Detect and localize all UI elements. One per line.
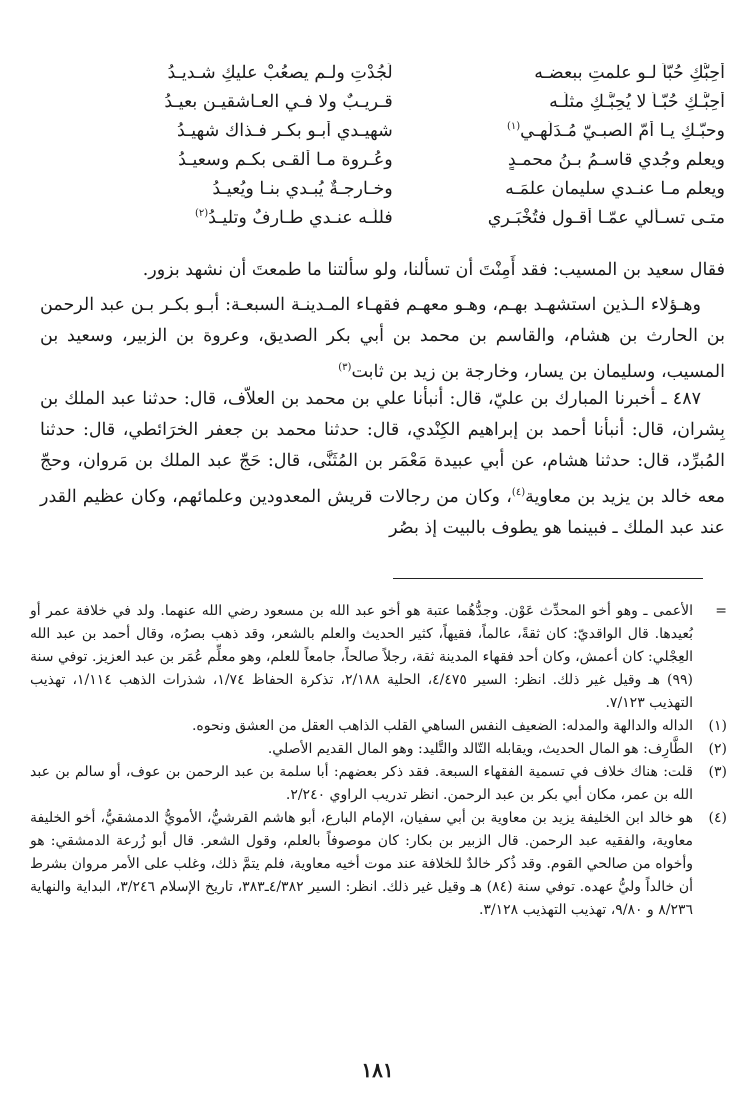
verse-text: وحبّـكِ يـا أمّ الصبـيّ مُـدَلِّهِـي <box>520 120 725 141</box>
footnote-ref[interactable]: (٤) <box>511 487 526 498</box>
footnote <box>30 761 727 807</box>
verse-text: فللّـه عنـدي طـارِفٌ وتليـدُ <box>208 207 393 228</box>
verse-second-hemistich <box>100 208 393 228</box>
verse-second-hemistich: لَجُدْتِ ولـم يصعُبْ عليكِ شـديـدُ <box>167 62 393 83</box>
footnote-ref[interactable]: (١) <box>506 120 521 132</box>
verse-first-hemistich <box>413 121 725 141</box>
footnote-number: (٣) <box>708 764 727 780</box>
footnote-number: (٢) <box>708 741 727 757</box>
footnote <box>30 600 727 715</box>
footnote-separator <box>393 578 703 579</box>
paragraph-saeed: فقال سعيد بن المسيب: فقد أَمِنْتَ أن تسألنا، ولو سألتنا ما طمعتَ أن نشهد بزور. <box>142 260 725 280</box>
verse <box>100 174 725 203</box>
verse-first-hemistich: أُحِبُّكِ حُبّاً لـو علمتِ ببعضـه <box>534 62 725 83</box>
verse <box>100 145 725 174</box>
footnote-number: = <box>715 603 727 619</box>
verse-first-hemistich: أحِبُّـكِ حُبّـاً لا يُحِبُّـكِ مثلَـه <box>549 91 725 112</box>
verse <box>100 58 725 87</box>
footnote-number: (٤) <box>708 810 727 826</box>
paragraph-seven-jurists <box>40 290 725 388</box>
verse <box>100 87 725 116</box>
footnote <box>30 738 727 761</box>
verse-second-hemistich: وخـارجـةٌ يُبـدي بنـا ويُعيـدُ <box>212 178 393 199</box>
verse-second-hemistich: شهيـدي أبـو بكـر فـذاك شهيـدُ <box>176 120 393 141</box>
footnote-text: الداله والدالهة والمدله: الضعيف النفس الساهي القلب الذاهب العقل من العشق ونحوه. <box>191 718 693 734</box>
footnote-number: (١) <box>708 718 727 734</box>
footnote-text: الأعمى ـ وهو أخو المحدِّث عَوْن. وجدُّهُما عتبة هو أخو عبد الله بن مسعود رضي الله عنهما. ولد في خلافة عمر أو بُعيدها. قال الواقديّ: كان ثقةً، عالماً، فقيهاً، كثير الحديث والعلم بالشعر، وقد ذهب بصرُه، وقال أحمد بن عبد الله العِجْلي: كان أعمش، وكان أحد فقهاء المدينة ثقة، رجلاً صالحاً، جامعاً للعلم، وهو معلِّم عُمَر بن عبد العزيز. توفي سنة (٩٩) هـ وقيل غير ذلك. انظر: السير ٤/٤٧٥، الحلية ٢/١٨٨، تذكرة الحفاظ ١/٧٤، شذرات الذهب ١/١١٤، تهذيب التهذيب ٧/١٢٣. <box>30 603 694 711</box>
footnote <box>30 807 727 922</box>
verse-first-hemistich: ويعلم وجُدي قاسـمُ بـنُ محمـدٍ <box>507 149 725 170</box>
poem <box>100 58 725 232</box>
page-number: ١٨١ <box>361 1058 394 1082</box>
footnotes <box>30 600 727 922</box>
footnote-ref[interactable]: (٢) <box>194 207 209 219</box>
verse-first-hemistich: ويعلم مـا عنـدي سليمان علمَـه <box>505 178 725 199</box>
verse <box>100 203 725 232</box>
footnote-text: هو خالد ابن الخليفة يزيد بن معاوية بن أبي سفيان، الإمام البارع، أبو هاشم القرشيُّ، الأمويُّ الدمشقيُّ، أخو الخليفة معاوية، والفقيه عبد الرحمن. قال الزبير بن بكار: كان موصوفاً بالعلم، وقول الشعر. قال أبو زُرعة الدمشقي: هو وأخواه من صالحي القوم. وقد ذُكر خالدٌ للخلافة عند موت أخيه معاوية، فلم يتمَّ ذلك، وغلب على الأمر مروان بشرط أن خالداً وليُّ عهده. توفي سنة (٨٤) هـ وقيل غير ذلك. انظر: السير ٤/٣٨٢ـ٣٨٣، تاريخ الإسلام ٣/٢٤٦، البداية والنهاية ٨/٢٣٦ و ٩/٨٠، تهذيب التهذيب ٣/١٢٨. <box>30 810 694 918</box>
paragraph-narration-487 <box>40 384 725 544</box>
paragraph-text: ٤٨٧ ـ أخبرنا المبارك بن عليّ، قال: أنبأنا علي بن محمد بن العلاّف، قال: حدثنا عبد الملك بن بِشران، قال: أنبأنا أحمد بن إبراهيم الكِنْدي، قال: حدثنا محمد بن جعفر الخرَائطي، قال: حدثنا المُبرِّد، قال: حدثنا هشام، عن أبي عبيدة مَعْمَر بن المُثَنَّى، قال: حَجّ عبد الملك بن مَروان، وحجّ معه خالد بن يزيد بن معاوية <box>40 389 726 507</box>
footnote-ref[interactable]: (٣) <box>338 362 352 373</box>
footnote-text: قلت: هناك خلاف في تسمية الفقهاء السبعة. فقد ذكر بعضهم: أبا سلمة بن عبد الرحمن بن عوف، أو سالم بن عبد الله بن عمر، مكان أبي بكر بن عبد الرحمن. انظر تدريب الراوي ٢/٢٤٠. <box>30 764 694 803</box>
paragraph-text-tail: ، وكان من رجالات قريش المعدودين وعلمائهم، وكان عظيم القدر عند عبد الملك ـ فبينما هو يطوف بالبيت إذ بصُر <box>40 486 725 538</box>
footnote-text: الطَّارِف: هو المال الحديث، ويقابله التّالد والتَّليد: وهو المال القديم الأصلي. <box>267 741 693 757</box>
verse <box>100 116 725 145</box>
footnote <box>30 715 727 738</box>
paragraph-text: وهـؤلاء الـذين استشهـد بهـم، وهـو معهـم فقهـاء المـدينـة السبعـة: أبـو بكـر بـن عبد الرحمن بن الحارث بن هشام، والقاسم بن محمد بن أبي بكر الصديق، وعروة بن الزبير، وسعيد بن المسيب، وسليمان بن يسار، وخارجة بن زيد بن ثابت <box>40 295 725 382</box>
verse-first-hemistich: متـى تسـألي عمّـا أقـول فتُخْبَـري <box>487 207 725 228</box>
verse-second-hemistich: وعُـروة مـا ألقـى بكـم وسعيـدُ <box>178 149 393 170</box>
verse-second-hemistich: قـريـبٌ ولا فـي العـاشقيـن بعيـدُ <box>164 91 393 112</box>
